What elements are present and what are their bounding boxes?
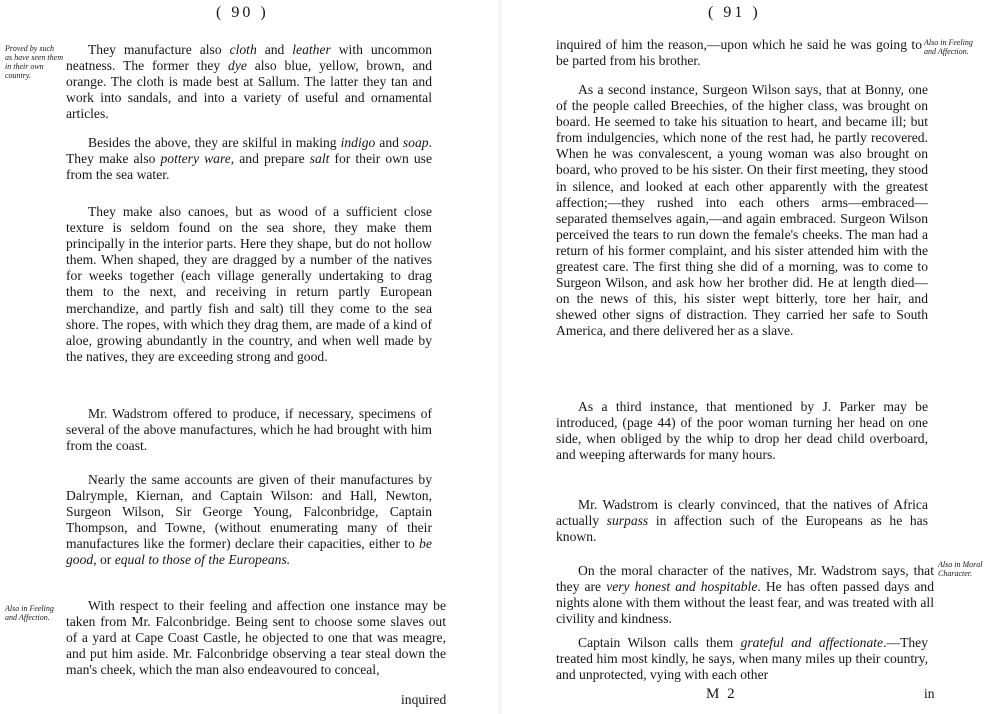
- italic-run: indigo: [340, 135, 376, 150]
- italic-run: leather: [292, 42, 331, 57]
- page-number: ( 91 ): [708, 4, 761, 21]
- italic-run: salt: [309, 151, 330, 167]
- paragraph: Besides the above, they are skilful in making indigo and soap. They make also pottery ware, and prepare salt for their own use from the sea water.: [66, 135, 432, 183]
- paragraph: Mr. Wadstrom offered to produce, if necessary, specimens of several of the above manufactures, which he had brought with him from the coast.: [66, 406, 432, 454]
- paragraph: Mr. Wadstrom is clearly convinced, that the natives of Africa actually surpass in affection such of the Europeans as he has known.: [556, 497, 928, 545]
- italic-run: surpass: [606, 513, 649, 529]
- italic-run: very honest and hospitable: [606, 579, 758, 595]
- paragraph: As a second instance, Surgeon Wilson says, that at Bonny, one of the people called Breechies, of the higher class, was brought on board. He seemed to take his situation to heart, and became ill; but from indulgencies, which none of the rest had, he partly recovered. When he was convalescent, a young woman was also brought on board, who proved to be his sister. On their first meeting, they stood in silence, and looked at each other apparently with the greatest affection;—they rushed into each others arms—embraced—separated themselves again,—and again embraced. Surgeon Wilson perceived the tears to run down the female's cheeks. The man had a return of his former complaint, and his sister attended him with the greatest care. The first thing she did of a morning, was to come to Surgeon Wilson, and ask how her brother did. He at length died—on the news of this, his sister wept bitterly, tore her hair, and shewed other signs of distraction. They carried her safe to South America, and there delivered her as a slave.: [556, 82, 928, 339]
- marginal-note: Also in Feeling and Affection.: [924, 38, 973, 56]
- italic-run: dye: [228, 58, 247, 74]
- italic-run: be good: [66, 536, 432, 568]
- paragraph: They make also canoes, but as wood of a sufficient close texture is seldom found on the sea shore, they make them principally in the interior parts. Here they shape, but do not hollow them. When shaped, they are dragged by a number of the natives for weeks together (each village generally undertaking to drag them to the next, and receiving in return partly European merchandize, and partly fish and salt) till they come to the sea shore. The ropes, with which they drag them, are made of a kind of aloe, growing abundantly in the country, and when well made by the natives, they are exceeding strong and good.: [66, 204, 432, 364]
- paragraph: They manufacture also cloth and leather with uncommon neatness. The former they dye also blue, yellow, brown, and orange. The cloth is made best at Sallum. The latter they tan and work into sandals, and into a variety of useful and ornamental articles.: [66, 42, 433, 122]
- italic-run: equal to those of the Europeans.: [114, 552, 291, 568]
- paragraph: On the moral character of the natives, Mr. Wadstrom says, that they are very honest and hospitable. He has often passed days and nights alone with them without the least fear, and was treated with all civility and kindness.: [556, 563, 935, 627]
- page-number: ( 90 ): [216, 4, 269, 21]
- paragraph: inquired of him the reason,—upon which he said he was going to be parted from his brother.: [556, 37, 922, 69]
- catchword: in: [924, 686, 935, 701]
- paragraph: As a third instance, that mentioned by J. Parker may be introduced, (page 44) of the poor woman turning her head on one side, when obliged by the whip to drop her dead child overboard, and weeping afterwards for many hours.: [556, 399, 928, 463]
- right-page: [500, 0, 1000, 714]
- marginal-note: Also in Feeling and Affection.: [5, 604, 54, 622]
- paragraph: Nearly the same accounts are given of their manufactures by Dalrymple, Kiernan, and Captain Wilson: and Hall, Newton, Surgeon Wilson, Sir George Young, Falconbridge, Captain Thompson, and Towne, (without enumerating many of their manufactures like the former) declare their capacities, either to be good, or equal to those of the Europeans.: [66, 472, 432, 568]
- italic-run: soap: [402, 135, 429, 150]
- catchword: inquired: [401, 692, 447, 707]
- paragraph: With respect to their feeling and affection one instance may be taken from Mr. Falconbridge. Being sent to choose some slaves out of a yard at Cape Coast Castle, he objected to one that was meagre, and put him aside. Mr. Falconbridge observing a tear steal down the man's cheek, which the man also endeavoured to conceal,: [66, 598, 446, 678]
- italic-run: cloth: [229, 42, 257, 57]
- paragraph: Captain Wilson calls them grateful and affectionate.—They treated him most kindly, he says, when many miles up their country, and unprotected, vying with each other: [556, 635, 929, 683]
- marginal-note: Also in Moral Character.: [938, 560, 983, 578]
- italic-run: pottery ware: [160, 151, 231, 167]
- italic-run: grateful and affectionate: [740, 635, 884, 650]
- signature-mark: M 2: [706, 686, 737, 702]
- marginal-note: Proved by such as have seen them in their own country.: [5, 44, 63, 80]
